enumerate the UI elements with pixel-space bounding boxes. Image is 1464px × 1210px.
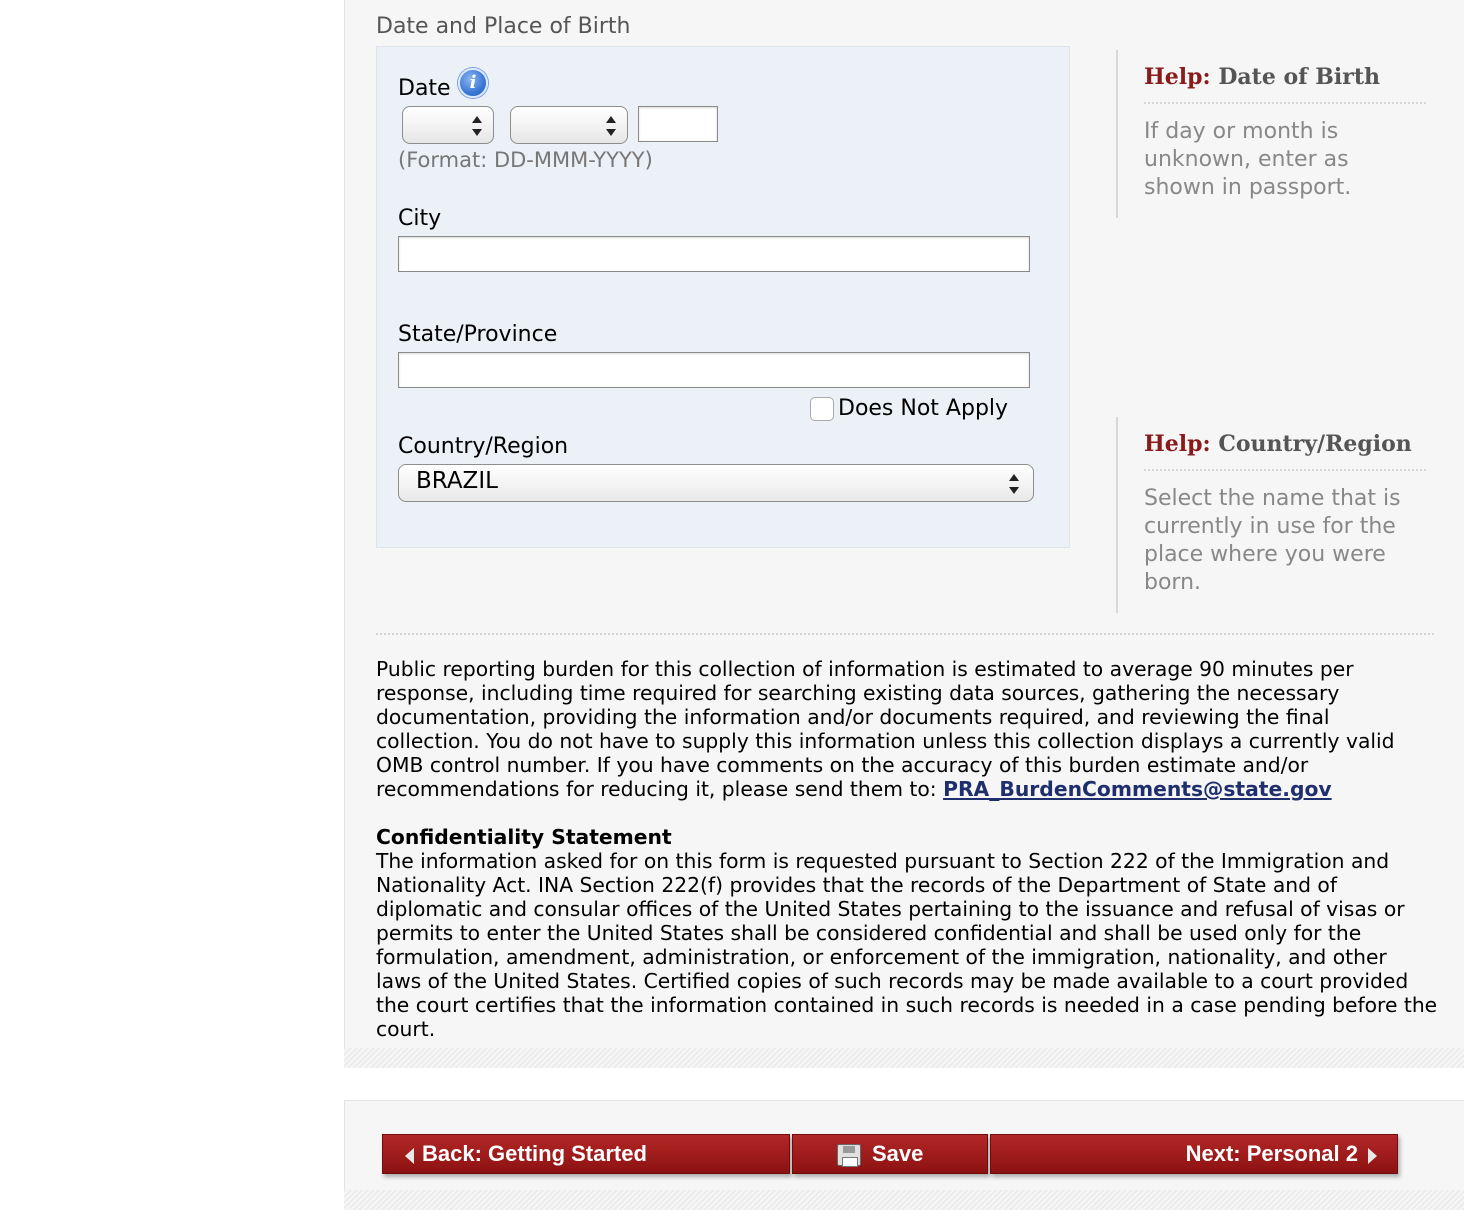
back-button[interactable] [382,1134,790,1174]
save-button[interactable] [792,1134,988,1174]
select-arrows-icon [471,114,483,138]
help-topic: Country/Region [1218,431,1412,457]
date-label: Date [398,76,451,101]
help-text: If day or month is unknown, enter as shown in passport. [1144,119,1352,200]
burden-text: Public reporting burden for this collection of information is estimated to average 90 minutes per response, including time required for searching existing data sources, gathering the necessary documentation, providing the information and/or documents required, and reviewing the final collection. You do not have to supply this information unless this collection displays a currently valid OMB control number. If you have comments on the accuracy of this burden estimate and/or recommendations for reducing it, please send them to: [376,657,1395,801]
month-select[interactable] [510,106,628,144]
save-button-label: Save [872,1141,924,1166]
year-input[interactable] [638,106,718,142]
back-button-label: Back: Getting Started [422,1141,647,1166]
date-format-hint: (Format: DD-MMM-YYYY) [398,148,653,172]
country-select-value: BRAZIL [416,468,498,494]
burden-email-link[interactable]: PRA_BurdenComments@state.gov [943,777,1332,801]
right-arrow-icon [1368,1148,1377,1164]
section-divider [376,633,1434,635]
help-country-region [1116,417,1426,613]
state-input[interactable] [398,352,1030,388]
next-button[interactable] [990,1134,1398,1174]
city-input[interactable] [398,236,1030,272]
content-panel-bottom-border [344,1048,1464,1068]
country-label: Country/Region [398,434,569,459]
help-key: Help: [1144,64,1211,90]
state-label: State/Province [398,322,558,347]
navigation-bar-bottom-border [344,1190,1464,1210]
help-key: Help: [1144,431,1211,457]
country-select[interactable] [398,464,1034,502]
help-date-of-birth [1116,50,1426,218]
day-select[interactable] [402,106,494,144]
section-title: Date and Place of Birth [376,14,631,39]
help-topic: Date of Birth [1218,64,1380,90]
confidentiality-title: Confidentiality Statement [376,825,672,849]
save-icon [837,1144,861,1166]
help-text: Select the name that is currently in use for the place where you were born. [1144,486,1401,595]
select-arrows-icon [1008,472,1020,496]
confidentiality-text: The information asked for on this form is requested pursuant to Section 222 of the Immigration and Nationality Act. INA Section 222(f) provides that the records of the Department of State and of diplomatic and consular offices of the United States pertaining to the issuance and refusal of visas or permits to enter the United States shall be considered confidential and shall be used only for the formulation, amendment, administration, or enforcement of the immigration, nationality, and other laws of the United States. Certified copies of such records may be made available to a court provided the court certifies that the information contained in such records is needed in a case pending before the court. [376,849,1438,1041]
confidentiality-statement [376,825,1438,1041]
next-button-label: Next: Personal 2 [1185,1141,1358,1166]
left-arrow-icon [405,1148,414,1164]
city-label: City [398,206,442,231]
burden-statement [376,657,1438,801]
info-icon[interactable]: i [458,68,488,98]
does-not-apply-label[interactable]: Does Not Apply [838,396,1009,421]
help-heading [1144,50,1426,104]
help-heading [1144,417,1426,471]
does-not-apply-checkbox[interactable] [810,397,834,421]
select-arrows-icon [605,114,617,138]
